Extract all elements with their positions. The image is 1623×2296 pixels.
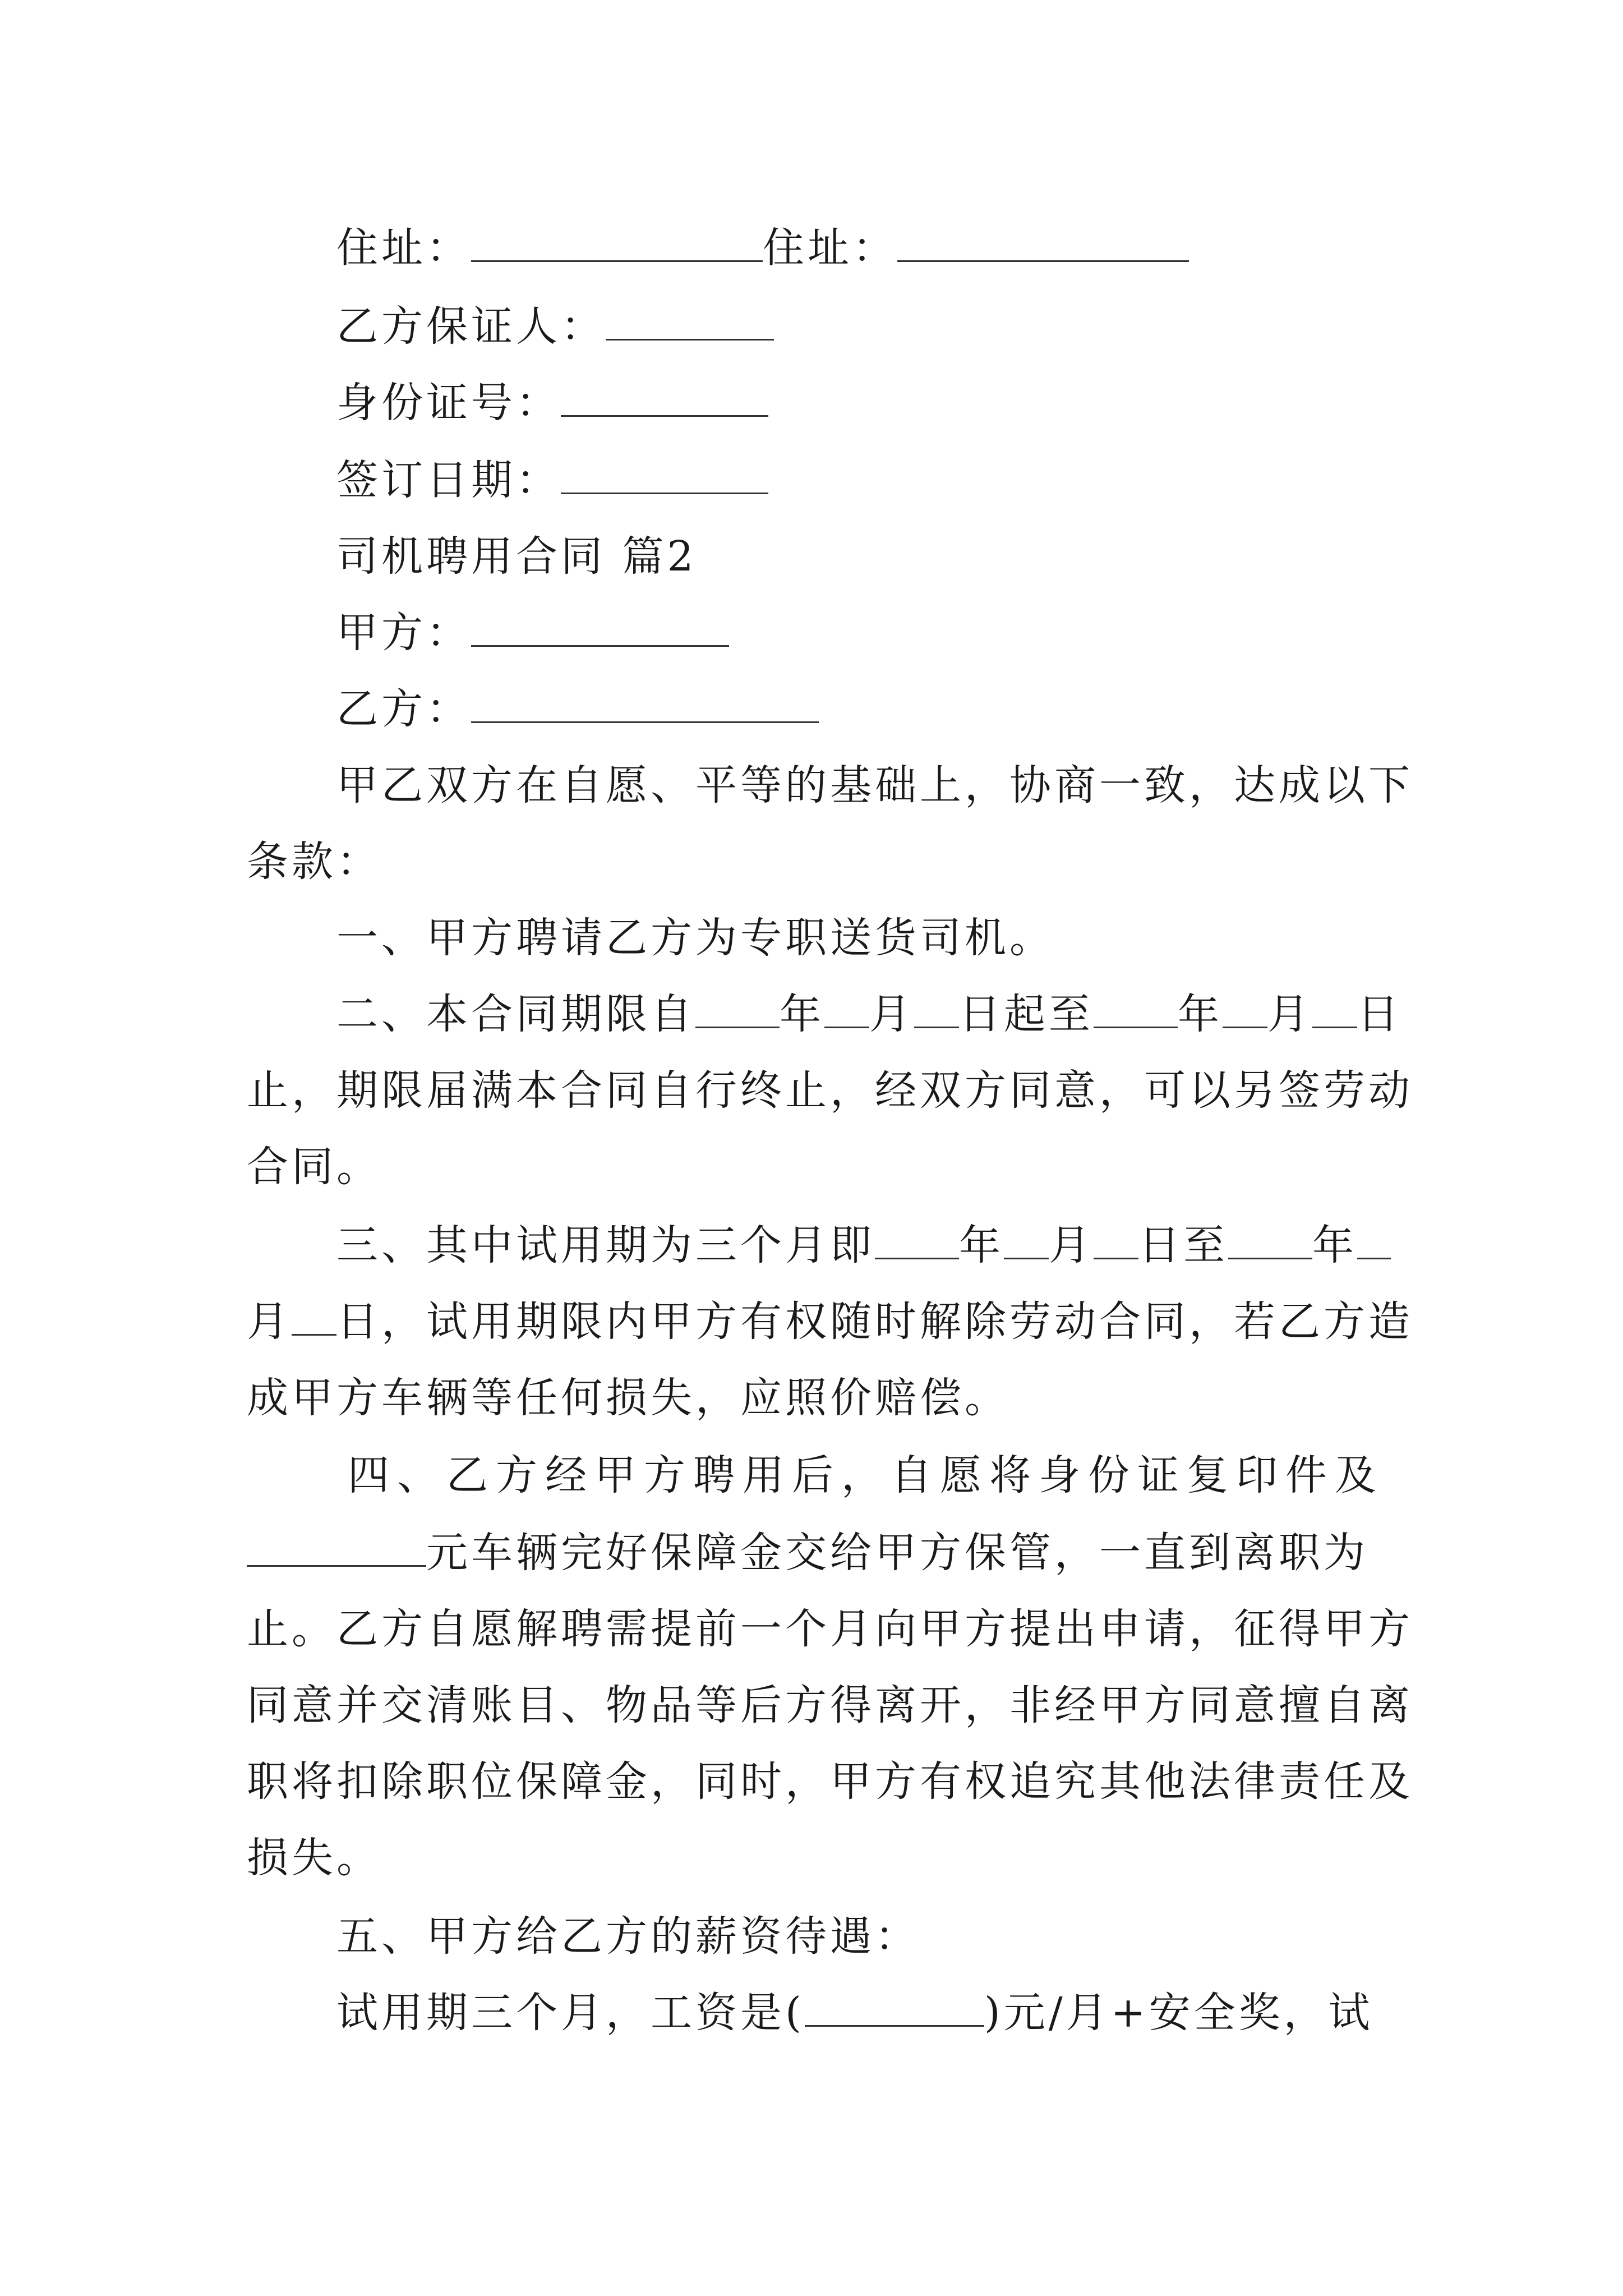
id-number-line [336, 375, 1380, 431]
blank-field [1004, 1218, 1049, 1259]
preamble-line-1 [336, 757, 1413, 813]
clause-4-line-4 [247, 1677, 1413, 1733]
clause-4-line-5 [247, 1754, 1413, 1810]
clause-1 [336, 910, 1380, 966]
clause-text: 止。乙方自愿解聘需提前一个月向甲方提出申请，征得甲方 [247, 1605, 1413, 1653]
blank-field [561, 453, 768, 494]
clause-text: 试用期三个月，工资是( [336, 1989, 805, 2037]
address-line [336, 220, 1380, 276]
blank-field [1312, 987, 1357, 1028]
party-a-label: 甲方： [336, 609, 471, 657]
clause-text: 年 [780, 990, 824, 1038]
clause-text: 职将扣除职位保障金，同时，甲方有权追究其他法律责任及 [247, 1757, 1413, 1806]
clause-text: 日，试用期限内甲方有权随时解除劳动合同，若乙方造 [336, 1297, 1413, 1346]
blank-field [471, 221, 763, 262]
blank-field [695, 987, 780, 1028]
address-label-b: 住址： [763, 224, 897, 272]
clause-text: 元车辆完好保障金交给甲方保管，一直到离职为 [426, 1529, 1368, 1577]
clause-text: 月 [1049, 1221, 1094, 1269]
blank-field [875, 1218, 959, 1259]
party-b-line [336, 681, 1380, 737]
guarantor-line [336, 298, 1380, 355]
clause-4-line-2 [247, 1525, 1380, 1581]
id-number-label: 身份证号： [336, 379, 561, 427]
clause-text: 损失。 [247, 1834, 381, 1882]
preamble-text: 甲乙双方在自愿、平等的基础上，协商一致，达成以下 [336, 761, 1413, 809]
clause-text: )元/月+安全奖，试 [984, 1989, 1373, 2037]
section-title-text: 司机聘用合同 篇2 [336, 532, 697, 581]
clause-text: 二、本合同期限自 [336, 990, 695, 1038]
blank-field [292, 1295, 336, 1336]
blank-field [824, 987, 869, 1028]
clause-2-line-2 [247, 1062, 1413, 1119]
clause-text: 月 [1267, 990, 1312, 1038]
clause-4-line-6 [247, 1830, 1380, 1886]
sign-date-line [336, 452, 1380, 508]
blank-field [805, 1986, 984, 2027]
guarantor-label: 乙方保证人： [336, 302, 606, 351]
clause-text: 成甲方车辆等任何损失，应照价赔偿。 [247, 1374, 1009, 1422]
party-a-line [336, 605, 1380, 661]
address-label-a: 住址： [336, 224, 471, 272]
blank-field [1357, 1218, 1391, 1259]
clause-text: 年 [1312, 1221, 1357, 1269]
blank-field [471, 606, 729, 647]
clause-text: 止，期限届满本合同自行终止，经双方同意，可以另签劳动 [247, 1066, 1413, 1115]
party-b-label: 乙方： [336, 685, 471, 733]
blank-field [561, 376, 768, 417]
blank-field [897, 221, 1189, 262]
clause-2-line-1 [336, 986, 1402, 1042]
clause-text: 一、甲方聘请乙方为专职送货司机。 [336, 914, 1054, 962]
clause-4-line-1 [348, 1447, 1380, 1503]
clause-text: 合同。 [247, 1143, 381, 1191]
clause-text: 同意并交清账目、物品等后方得离开，非经甲方同意擅自离 [247, 1681, 1413, 1729]
blank-field [1094, 987, 1178, 1028]
clause-text: 月 [247, 1297, 292, 1346]
blank-field [1094, 1218, 1138, 1259]
blank-field [1223, 987, 1267, 1028]
clause-2-line-3 [247, 1139, 1380, 1195]
clause-5-line-1 [336, 1985, 1380, 2041]
preamble-text: 条款： [247, 838, 381, 886]
clause-text: 日至 [1138, 1221, 1228, 1269]
clause-text: 五、甲方给乙方的薪资待遇： [336, 1912, 920, 1961]
clause-text: 月 [869, 990, 914, 1038]
preamble-line-2 [247, 834, 1380, 890]
blank-field [914, 987, 959, 1028]
clause-text: 年 [1178, 990, 1223, 1038]
clause-text: 日起至 [959, 990, 1094, 1038]
sign-date-label: 签订日期： [336, 456, 561, 504]
clause-3-line-3 [247, 1370, 1380, 1426]
clause-text: 三、其中试用期为三个月即 [336, 1221, 875, 1269]
clause-text: 年 [959, 1221, 1004, 1269]
clause-3-line-1 [336, 1217, 1380, 1273]
blank-field [1228, 1218, 1312, 1259]
clause-3-line-2 [247, 1294, 1413, 1350]
clause-text: 四、乙方经甲方聘用后，自愿将身份证复印件及 [348, 1451, 1380, 1499]
clause-text: 日 [1357, 990, 1402, 1038]
section-title [336, 528, 1380, 585]
clause-5-title [336, 1908, 1380, 1964]
clause-4-line-3 [247, 1601, 1413, 1657]
blank-field [471, 682, 819, 723]
blank-field [606, 300, 774, 341]
blank-field [247, 1526, 426, 1567]
